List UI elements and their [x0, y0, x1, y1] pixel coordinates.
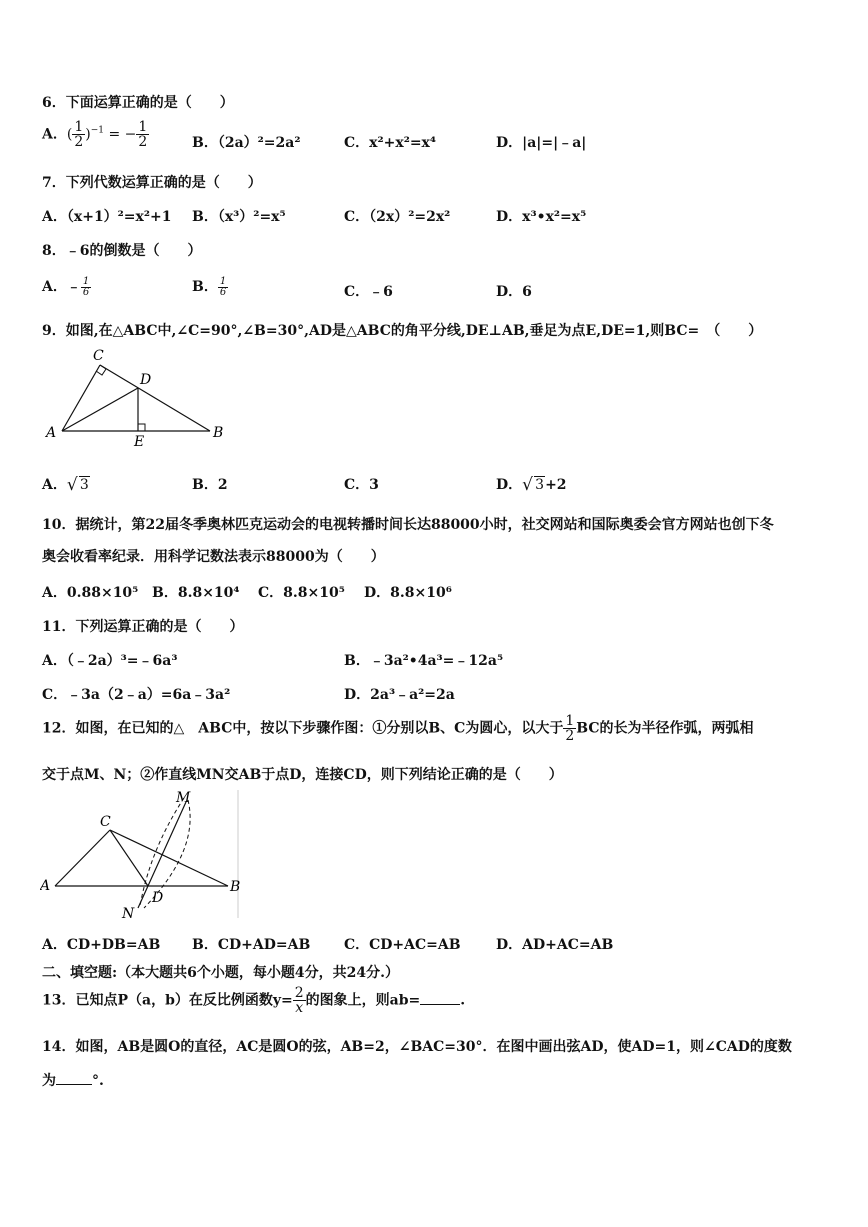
q6-option-c: C．x²+x²=x⁴: [344, 135, 437, 151]
q9-segment-ad: [62, 388, 138, 431]
q9-side-cb: [100, 365, 210, 431]
q12-label-n: N: [122, 906, 135, 920]
q12-label-m: M: [176, 790, 191, 806]
q14-line1: 14．如图，AB是圆O的直径，AC是圆O的弦，AB=2，∠BAC=30°．在图中画出弦AD，使AD=1，则∠CAD的度数: [42, 1039, 792, 1055]
q9-triangle-figure: [42, 342, 242, 450]
q12-label-b: B: [230, 879, 241, 895]
q12-line1: 12．如图，在已知的△ ABC中，按以下步骤作图：①分别以B、C为圆心，以大于 $\frac{1}{2}$ BC的长为半径作弧，两弧相: [42, 713, 754, 744]
q11-option-a: A．（﹣2a）³=﹣6a³: [42, 653, 178, 669]
q12-option-b: B．CD+AD=AB: [192, 937, 311, 953]
q13-line: 13．已知点P（a，b）在反比例函数y= $\frac{2}{x}$ 的图象上，则ab= .: [42, 985, 466, 1016]
q9-option-b: B．2: [192, 477, 228, 493]
q12-option-a: A．CD+DB=AB: [42, 937, 161, 953]
q9-stem: 9．如图,在△ABC中,∠C=90°,∠B=30°,AD是△ABC的角平分线,DE⊥AB,垂足为点E,DE=1,则BC= （ ）: [42, 323, 763, 339]
section-heading-fill-in: 二、填空题:（本大题共6个小题，每小题4分，共24分.）: [42, 965, 400, 981]
q8-option-c: C．﹣6: [344, 284, 393, 300]
q7-option-a: A．（x+1）²=x²+1: [42, 209, 172, 225]
q9-option-a: A．√ 3: [42, 474, 90, 494]
q6-option-d: D．|a|=|﹣a|: [496, 135, 587, 151]
q10-option-c: C．8.8×10⁵: [258, 585, 345, 601]
q8-a-fraction: $\frac{1}{6}$: [82, 275, 90, 298]
q7-option-b: B．（x³）²=x⁵: [192, 209, 286, 225]
q12-option-c: C．CD+AC=AB: [344, 937, 461, 953]
q9-option-d: D．√ 3+2: [496, 474, 567, 494]
q7-stem: 7．下列代数运算正确的是（ ）: [42, 175, 262, 191]
q8-option-b: B． $\frac{1}{6}$: [192, 275, 227, 298]
q9-right-angle-e: [138, 424, 145, 431]
q8-stem: 8．﹣6的倒数是（ ）: [42, 243, 202, 259]
q12-construction-figure: [40, 790, 250, 920]
q11-option-c: C．﹣3a（2﹣a）=6a﹣3a²: [42, 687, 231, 703]
q9-label-e: E: [134, 434, 145, 450]
q9-side-ac: [62, 365, 100, 431]
q6-a-label: A．: [42, 126, 67, 143]
q8-b-fraction: $\frac{1}{6}$: [219, 275, 227, 298]
q6-stem: 6．下面运算正确的是（ ）: [42, 95, 234, 111]
q14-answer-blank: [56, 1084, 92, 1085]
q13-fraction: $\frac{2}{x}$: [294, 985, 304, 1016]
q12-line2: 交于点M、N；②作直线MN交AB于点D，连接CD，则下列结论正确的是（ ）: [42, 767, 563, 783]
q12-label-d: D: [152, 890, 164, 906]
q12-arc-right: [144, 800, 190, 908]
q9-label-a: A: [46, 425, 57, 441]
q6-option-b: B．（2a）²=2a²: [192, 135, 301, 151]
q10-option-d: D．8.8×10⁶: [364, 585, 452, 601]
q6-a-fraction: $\frac{1}{2}$: [74, 119, 84, 150]
q9-label-d: D: [140, 372, 152, 388]
q14-line2: 为 °.: [42, 1073, 104, 1089]
q11-stem: 11．下列运算正确的是（ ）: [42, 619, 244, 635]
q8-option-a: A．﹣ $\frac{1}{6}$: [42, 275, 90, 298]
q10-line1: 10．据统计，第22届冬季奥林匹克运动会的电视转播时间长达88000小时，社交网站和国际奥委会官方网站也创下冬: [42, 517, 774, 533]
q9-a-radical: √ 3: [67, 477, 90, 493]
q12-label-c: C: [100, 814, 111, 830]
q12-fraction: $\frac{1}{2}$: [565, 713, 575, 744]
q12-option-d: D．AD+AC=AB: [496, 937, 614, 953]
q6-option-a: A．( $\frac{1}{2}$ )$^{-1}$ = − $\frac{1}{2}$: [42, 119, 148, 150]
q6-a-rhs-fraction: $\frac{1}{2}$: [138, 119, 148, 150]
q11-option-b: B．﹣3a²•4a³=﹣12a⁵: [344, 653, 504, 669]
q10-option-b: B．8.8×10⁴: [152, 585, 240, 601]
q11-option-d: D．2a³﹣a²=2a: [344, 687, 455, 703]
q10-option-a: A．0.88×10⁵: [42, 585, 139, 601]
q9-label-b: B: [213, 425, 224, 441]
q10-line2: 奥会收看率纪录．用科学记数法表示88000为（ ）: [42, 549, 385, 565]
q8-option-d: D．6: [496, 284, 532, 300]
q9-option-c: C．3: [344, 477, 379, 493]
q9-d-radical: √ 3: [522, 477, 545, 493]
q12-side-ac: [55, 830, 110, 886]
q13-answer-blank: [420, 1004, 460, 1005]
q12-label-a: A: [40, 878, 51, 894]
q7-option-c: C．（2x）²=2x²: [344, 209, 451, 225]
q9-label-c: C: [93, 348, 104, 364]
q7-option-d: D．x³•x²=x⁵: [496, 209, 587, 225]
